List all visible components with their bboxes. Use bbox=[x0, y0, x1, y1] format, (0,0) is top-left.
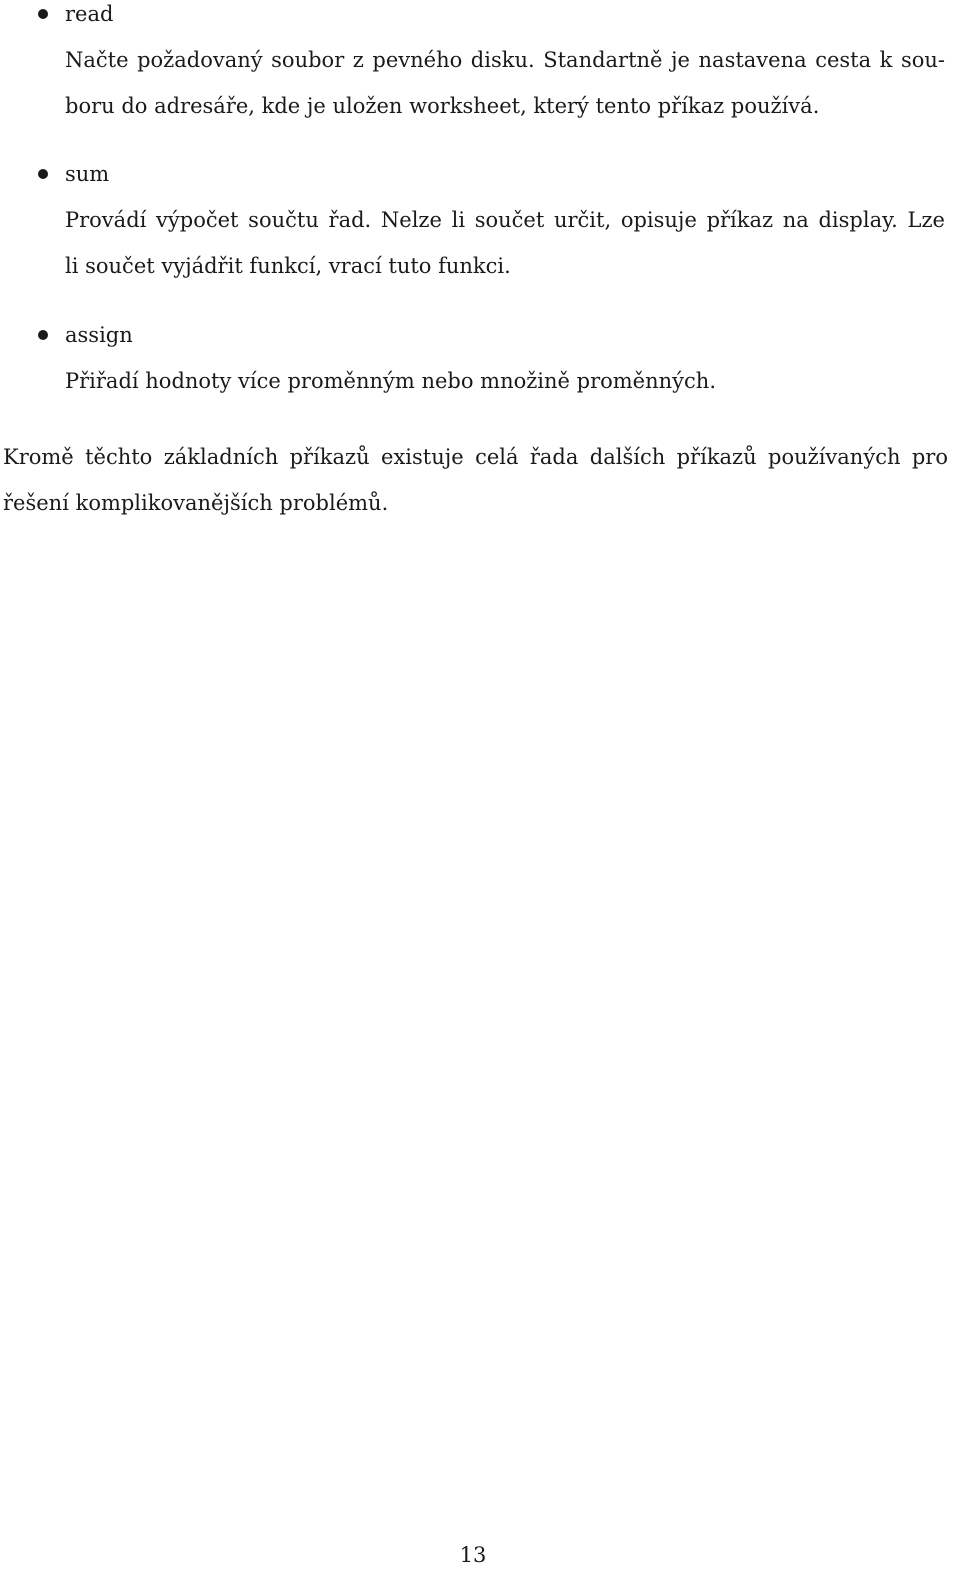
bullet-icon bbox=[38, 9, 48, 19]
command-term: assign bbox=[65, 323, 133, 347]
command-description bbox=[65, 197, 945, 289]
command-description bbox=[65, 358, 945, 404]
closing-paragraph bbox=[3, 434, 948, 526]
description-line: Načte požadovaný soubor z pevného disku. Standartně je nastavena cesta k sou- bbox=[65, 48, 945, 72]
command-term: sum bbox=[65, 162, 110, 186]
description-line: li součet vyjádřit funkcí, vrací tuto funkci. bbox=[65, 254, 511, 278]
command-description bbox=[65, 37, 945, 129]
paragraph-line: Kromě těchto základních příkazů existuje celá řada dalších příkazů používaných pro bbox=[3, 445, 948, 469]
description-line: boru do adresáře, kde je uložen worksheet, který tento příkaz používá. bbox=[65, 94, 820, 118]
paragraph-line: řešení komplikovanějších problémů. bbox=[3, 491, 389, 515]
command-term: read bbox=[65, 2, 114, 26]
bullet-icon bbox=[38, 330, 48, 340]
description-line: Přiřadí hodnoty více proměnným nebo množině proměnných. bbox=[65, 369, 716, 393]
bullet-icon bbox=[38, 169, 48, 179]
page-number: 13 bbox=[459, 1543, 487, 1567]
description-line: Provádí výpočet součtu řad. Nelze li součet určit, opisuje příkaz na display. Lze bbox=[65, 208, 945, 232]
